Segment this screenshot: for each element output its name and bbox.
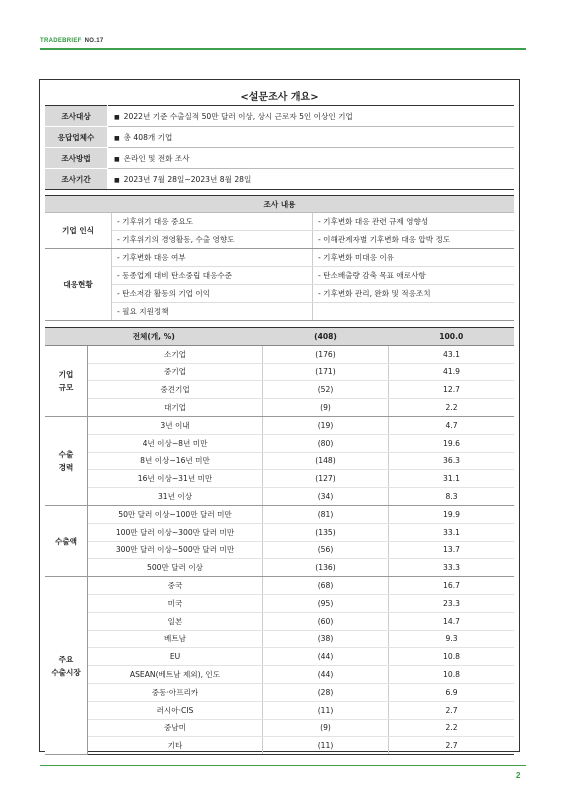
stats-row xyxy=(45,363,514,381)
stats-category: 50만 달러 이상~100만 달러 미만 xyxy=(88,505,263,523)
stats-count: (38) xyxy=(263,630,389,648)
contents-item: - 기후변화 관리, 완화 및 적응조치 xyxy=(313,285,515,303)
stats-percent: 23.3 xyxy=(389,594,515,612)
stats-category: 300만 달러 이상~500만 달러 미만 xyxy=(88,541,263,559)
stats-percent: 4.7 xyxy=(389,416,515,434)
stats-category: 8년 이상~16년 미만 xyxy=(88,452,263,470)
respondent-stats-table xyxy=(45,327,514,755)
contents-row xyxy=(45,285,514,303)
contents-group-label: 기업 인식 xyxy=(45,213,112,249)
stats-category: 500만 달러 이상 xyxy=(88,559,263,577)
stats-percent: 19.6 xyxy=(389,434,515,452)
stats-category: 대기업 xyxy=(88,399,263,417)
stats-category: 소기업 xyxy=(88,345,263,363)
stats-category: 중견기업 xyxy=(88,381,263,399)
stats-category: 기타 xyxy=(88,737,263,755)
total-label: 전체(개, %) xyxy=(45,328,263,346)
contents-item: - 동종업계 대비 탄소중립 대응수준 xyxy=(112,267,313,285)
stats-count: (44) xyxy=(263,666,389,684)
stats-row xyxy=(45,505,514,523)
stats-category: 16년 이상~31년 미만 xyxy=(88,470,263,488)
contents-item: - 이해관계자별 기후변화 대응 압박 정도 xyxy=(313,231,515,249)
stats-percent: 6.9 xyxy=(389,683,515,701)
stats-category: 미국 xyxy=(88,594,263,612)
stats-category: EU xyxy=(88,648,263,666)
stats-count: (56) xyxy=(263,541,389,559)
contents-row xyxy=(45,249,514,267)
stats-count: (80) xyxy=(263,434,389,452)
contents-item: - 탄소저감 활동의 기업 이익 xyxy=(112,285,313,303)
stats-category: 100만 달러 이상~300만 달러 미만 xyxy=(88,523,263,541)
stats-row xyxy=(45,737,514,755)
stats-row xyxy=(45,594,514,612)
stats-row xyxy=(45,612,514,630)
contents-row xyxy=(45,231,514,249)
stats-percent: 8.3 xyxy=(389,488,515,506)
stats-percent: 19.9 xyxy=(389,505,515,523)
stats-row xyxy=(45,559,514,577)
stats-percent: 36.3 xyxy=(389,452,515,470)
stats-percent: 2.7 xyxy=(389,737,515,755)
box-title: <설문조사 개요> xyxy=(240,92,319,103)
overview-row xyxy=(45,148,514,169)
overview-row xyxy=(45,106,514,127)
stats-count: (148) xyxy=(263,452,389,470)
stats-percent: 31.1 xyxy=(389,470,515,488)
stats-percent: 41.9 xyxy=(389,363,515,381)
overview-value xyxy=(108,127,515,148)
bullet-square-icon: ■ xyxy=(114,134,120,142)
stats-row xyxy=(45,577,514,595)
stats-count: (19) xyxy=(263,416,389,434)
overview-table xyxy=(45,105,514,190)
total-pct: 100.0 xyxy=(389,328,515,346)
stats-row xyxy=(45,666,514,684)
stats-count: (11) xyxy=(263,701,389,719)
stats-row xyxy=(45,416,514,434)
footer-rule xyxy=(40,765,526,766)
contents-group-label: 대응현황 xyxy=(45,249,112,321)
stats-percent: 16.7 xyxy=(389,577,515,595)
contents-table xyxy=(45,195,514,321)
stats-percent: 10.8 xyxy=(389,666,515,684)
bullet-square-icon: ■ xyxy=(114,176,120,184)
stats-percent: 10.8 xyxy=(389,648,515,666)
stats-row xyxy=(45,648,514,666)
stats-percent: 14.7 xyxy=(389,612,515,630)
stats-group-label: 기업 규모 xyxy=(45,345,88,416)
stats-row xyxy=(45,399,514,417)
stats-percent: 33.1 xyxy=(389,523,515,541)
stats-category: 일본 xyxy=(88,612,263,630)
stats-count: (95) xyxy=(263,594,389,612)
stats-row xyxy=(45,523,514,541)
stats-category: 중동·아프리카 xyxy=(88,683,263,701)
contents-item: - 기후변화 미대응 이유 xyxy=(313,249,515,267)
stats-group-label: 수출 경력 xyxy=(45,416,88,505)
contents-header: 조사 내용 xyxy=(45,196,514,213)
contents-item: - 필요 지원정책 xyxy=(112,303,313,321)
overview-label: 조사방법 xyxy=(45,148,108,169)
overview-label: 응답업체수 xyxy=(45,127,108,148)
stats-row xyxy=(45,452,514,470)
contents-item: - 기후위기의 경영활동, 수출 영향도 xyxy=(112,231,313,249)
bullet-square-icon: ■ xyxy=(114,155,120,163)
stats-count: (34) xyxy=(263,488,389,506)
stats-row xyxy=(45,488,514,506)
stats-category: 중기업 xyxy=(88,363,263,381)
stats-category: 중남미 xyxy=(88,719,263,737)
stats-row xyxy=(45,683,514,701)
bullet-square-icon: ■ xyxy=(114,113,120,121)
stats-percent: 2.2 xyxy=(389,719,515,737)
contents-row xyxy=(45,267,514,285)
overview-value xyxy=(108,148,515,169)
overview-row xyxy=(45,127,514,148)
contents-item: - 기후변화 대응 관련 규제 영향성 xyxy=(313,213,515,231)
stats-percent: 33.3 xyxy=(389,559,515,577)
overview-value xyxy=(108,169,515,190)
stats-category: 3년 이내 xyxy=(88,416,263,434)
page-number: 2 xyxy=(516,771,521,780)
stats-category: 러시아·CIS xyxy=(88,701,263,719)
contents-row xyxy=(45,213,514,231)
stats-count: (28) xyxy=(263,683,389,701)
overview-label: 조사기간 xyxy=(45,169,108,190)
stats-row xyxy=(45,381,514,399)
overview-value-text: 2023년 7월 28일~2023년 8월 28일 xyxy=(123,174,252,184)
stats-row xyxy=(45,541,514,559)
stats-percent: 9.3 xyxy=(389,630,515,648)
stats-percent: 12.7 xyxy=(389,381,515,399)
brand-name: TRADEBRIEF xyxy=(40,38,82,44)
contents-row xyxy=(45,303,514,321)
stats-count: (60) xyxy=(263,612,389,630)
publication-header xyxy=(40,38,104,44)
contents-item: - 기후변화 대응 여부 xyxy=(112,249,313,267)
stats-count: (136) xyxy=(263,559,389,577)
contents-item: - 기후위기 대응 중요도 xyxy=(112,213,313,231)
stats-category: 중국 xyxy=(88,577,263,595)
stats-count: (171) xyxy=(263,363,389,381)
total-count: (408) xyxy=(263,328,389,346)
contents-item: - 탄소배출량 감축 목표 애로사항 xyxy=(313,267,515,285)
overview-label: 조사대상 xyxy=(45,106,108,127)
issue-number: NO.17 xyxy=(84,38,104,44)
header-rule xyxy=(40,48,526,50)
stats-count: (52) xyxy=(263,381,389,399)
overview-row xyxy=(45,169,514,190)
stats-percent: 13.7 xyxy=(389,541,515,559)
stats-percent: 2.2 xyxy=(389,399,515,417)
stats-count: (135) xyxy=(263,523,389,541)
stats-category: 베트남 xyxy=(88,630,263,648)
stats-count: (81) xyxy=(263,505,389,523)
survey-summary-box xyxy=(39,79,520,752)
stats-count: (68) xyxy=(263,577,389,595)
stats-row xyxy=(45,719,514,737)
stats-count: (11) xyxy=(263,737,389,755)
stats-group-label: 주요 수출시장 xyxy=(45,577,88,755)
contents-item xyxy=(313,303,515,321)
stats-category: 31년 이상 xyxy=(88,488,263,506)
stats-count: (176) xyxy=(263,345,389,363)
overview-value-text: 2022년 기준 수출실적 50만 달러 이상, 상시 근로자 5인 이상인 기업 xyxy=(123,111,353,121)
stats-count: (9) xyxy=(263,719,389,737)
stats-category: ASEAN(베트남 제외), 인도 xyxy=(88,666,263,684)
stats-row xyxy=(45,701,514,719)
stats-percent: 2.7 xyxy=(389,701,515,719)
overview-value-text: 총 408개 기업 xyxy=(123,132,173,142)
stats-count: (127) xyxy=(263,470,389,488)
overview-value-text: 온라인 및 전화 조사 xyxy=(123,153,190,163)
stats-count: (44) xyxy=(263,648,389,666)
stats-row xyxy=(45,470,514,488)
stats-row xyxy=(45,630,514,648)
stats-percent: 43.1 xyxy=(389,345,515,363)
stats-row xyxy=(45,345,514,363)
overview-value xyxy=(108,106,515,127)
stats-count: (9) xyxy=(263,399,389,417)
stats-group-label: 수출액 xyxy=(45,505,88,576)
stats-category: 4년 이상~8년 미만 xyxy=(88,434,263,452)
stats-row xyxy=(45,434,514,452)
